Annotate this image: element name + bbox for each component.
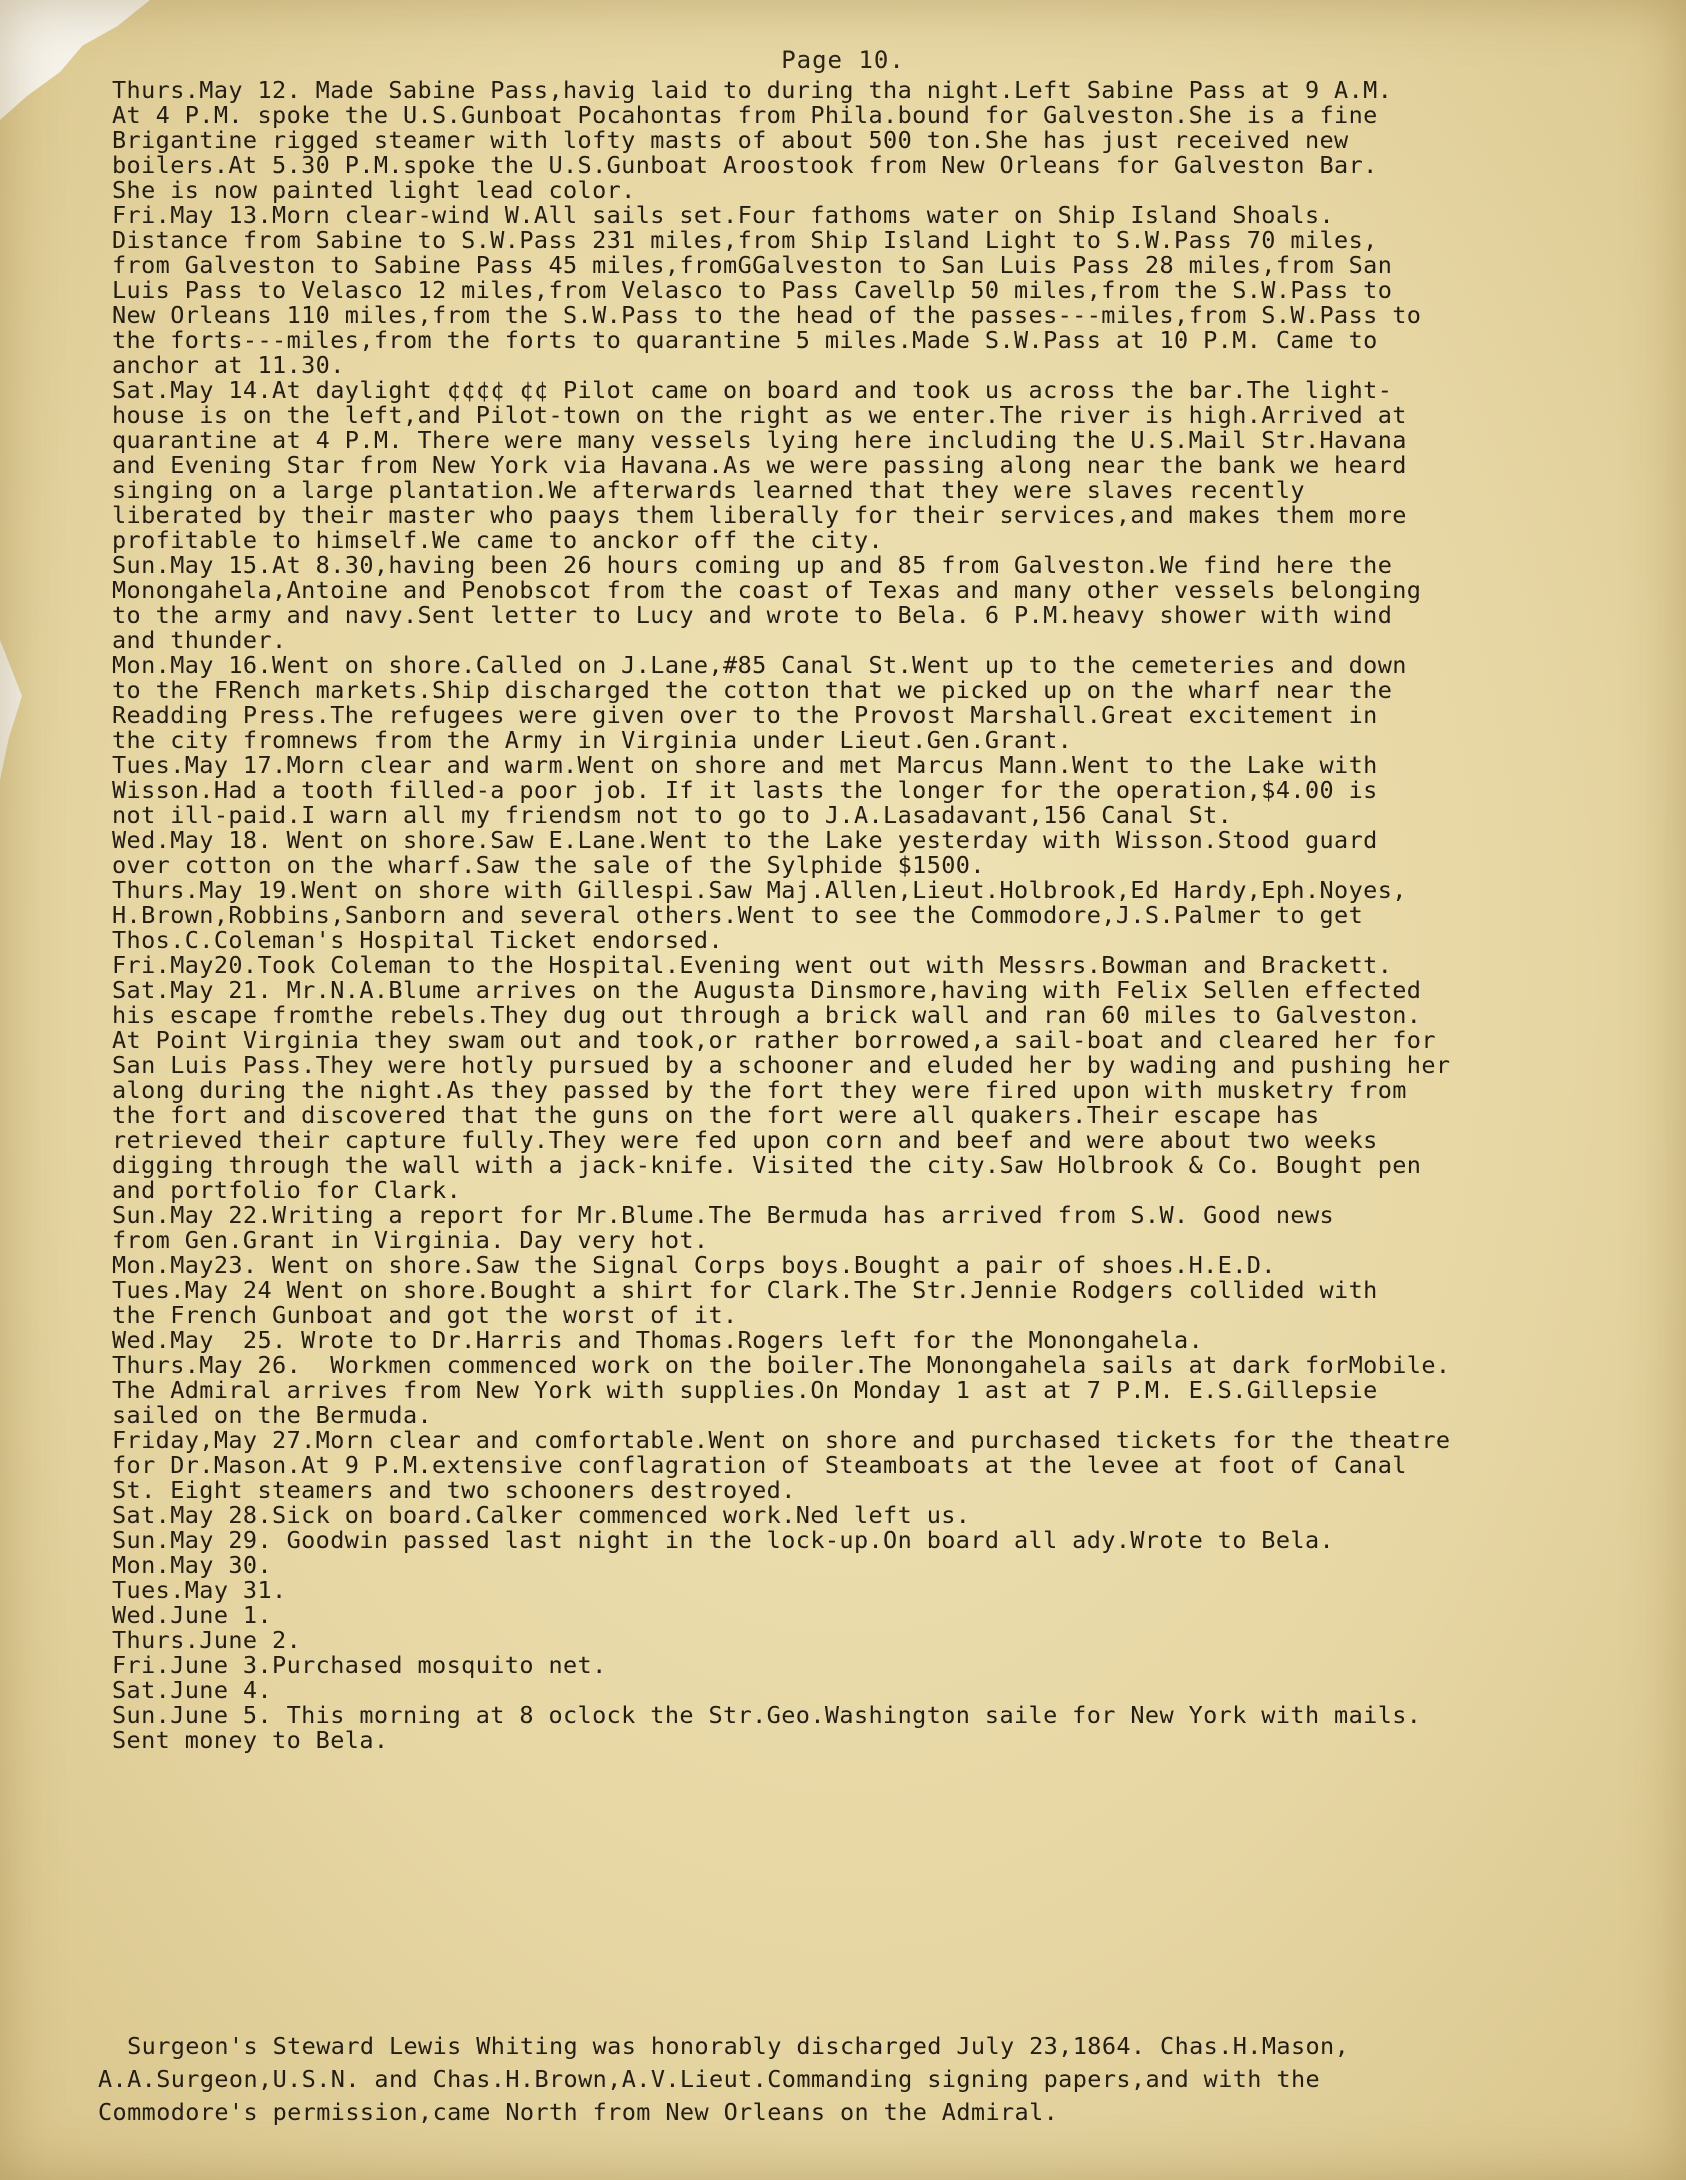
footnote-line: Surgeon's Steward Lewis Whiting was honorably discharged July 23,1864. Chas.H.Mason, (98, 2032, 1350, 2060)
entry-line: Sent money to Bela. (112, 1726, 389, 1754)
footnote-line: A.A.Surgeon,U.S.N. and Chas.H.Brown,A.V.Lieut.Commanding signing papers,and with the (98, 2065, 1321, 2093)
entry-line: for Dr.Mason.At 9 P.M.extensive conflagration of Steamboats at the levee at foot of Canal (112, 1451, 1407, 1479)
entry-line: Readding Press.The refugees were given over to the Provost Marshall.Great excitement in (112, 701, 1378, 729)
entry-line: Luis Pass to Velasco 12 miles,from Velasco to Pass Cavellp 50 miles,from the S.W.Pass to (112, 276, 1393, 304)
entry-line: digging through the wall with a jack-knife. Visited the city.Saw Holbrook & Co. Bought pen (112, 1151, 1422, 1179)
entry-line: Tues.May 24 Went on shore.Bought a shirt for Clark.The Str.Jennie Rodgers collided with (112, 1276, 1378, 1304)
entry-line: Fri.May20.Took Coleman to the Hospital.Evening went out with Messrs.Bowman and Brackett. (112, 951, 1393, 979)
entry-line: She is now painted light lead color. (112, 176, 636, 204)
entry-line: from Gen.Grant in Virginia. Day very hot. (112, 1226, 709, 1254)
entry-line: not ill-paid.I warn all my friendsm not to go to J.A.Lasadavant,156 Canal St. (112, 801, 1233, 829)
entry-line: Wisson.Had a tooth filled-a poor job. If it lasts the longer for the operation,$4.00 is (112, 776, 1378, 804)
entry-line: profitable to himself.We came to anckor off the city. (112, 526, 884, 554)
torn-edge (0, 640, 22, 780)
entry-line: Distance from Sabine to S.W.Pass 231 miles,from Ship Island Light to S.W.Pass 70 miles, (112, 226, 1378, 254)
entry-line: boilers.At 5.30 P.M.spoke the U.S.Gunboat Aroostook from New Orleans for Galveston Bar. (112, 151, 1378, 179)
entry-line: to the FRench markets.Ship discharged the cotton that we picked up on the wharf near the (112, 676, 1393, 704)
entry-line: Sat.May 14.At daylight ¢¢¢¢ ¢¢ Pilot came on board and took us across the bar.The light- (112, 376, 1393, 404)
entry-line: Sat.May 21. Mr.N.A.Blume arrives on the Augusta Dinsmore,having with Felix Sellen effected (112, 976, 1422, 1004)
entry-line: Wed.May 25. Wrote to Dr.Harris and Thomas.Rogers left for the Monongahela. (112, 1326, 1204, 1354)
entry-line: quarantine at 4 P.M. There were many vessels lying here including the U.S.Mail Str.Havana (112, 426, 1407, 454)
entry-line: sailed on the Bermuda. (112, 1401, 433, 1429)
entry-line: H.Brown,Robbins,Sanborn and several others.Went to see the Commodore,J.S.Palmer to get (112, 901, 1364, 929)
entry-line: Thurs.May 12. Made Sabine Pass,havig laid to during tha night.Left Sabine Pass at 9 A.M. (112, 76, 1393, 104)
entry-line: singing on a large plantation.We afterwards learned that they were slaves recently (112, 476, 1305, 504)
entry-line: Mon.May23. Went on shore.Saw the Signal Corps boys.Bought a pair of shoes.H.E.D. (112, 1251, 1276, 1279)
entry-line: retrieved their capture fully.They were fed upon corn and beef and were about two weeks (112, 1126, 1378, 1154)
entry-line: Sat.May 28.Sick on board.Calker commenced work.Ned left us. (112, 1501, 971, 1529)
entry-line: Monongahela,Antoine and Penobscot from the coast of Texas and many other vessels belonging (112, 576, 1422, 604)
entry-line: house is on the left,and Pilot-town on the right as we enter.The river is high.Arrived at (112, 401, 1407, 429)
entry-line: Fri.May 13.Morn clear-wind W.All sails set.Four fathoms water on Ship Island Shoals. (112, 201, 1335, 229)
entry-line: anchor at 11.30. (112, 351, 345, 379)
entry-line: Thurs.May 26. Workmen commenced work on the boiler.The Monongahela sails at dark forMobile. (112, 1351, 1451, 1379)
entry-line: the fort and discovered that the guns on the fort were all quakers.Their escape has (112, 1101, 1320, 1129)
entry-line: from Galveston to Sabine Pass 45 miles,fromGGalveston to San Luis Pass 28 miles,from San (112, 251, 1393, 279)
entry-line: liberated by their master who paays them liberally for their services,and makes them more (112, 501, 1407, 529)
entry-line: Tues.May 31. (112, 1576, 287, 1604)
entry-line: over cotton on the wharf.Saw the sale of the Sylphide $1500. (112, 851, 985, 879)
page-number: Page 10. (781, 46, 905, 74)
entry-line: Sat.June 4. (112, 1676, 273, 1704)
diary-entries (112, 78, 1662, 1753)
entry-line: San Luis Pass.They were hotly pursued by a schooner and eluded her by wading and pushing her (112, 1051, 1451, 1079)
entry-line: and portfolio for Clark. (112, 1176, 462, 1204)
entry-line: and thunder. (112, 626, 287, 654)
entry-line: the forts---miles,from the forts to quarantine 5 miles.Made S.W.Pass at 10 P.M. Came to (112, 326, 1378, 354)
entry-line: his escape fromthe rebels.They dug out through a brick wall and ran 60 miles to Galveston. (112, 1001, 1422, 1029)
entry-line: Sun.May 15.At 8.30,having been 26 hours coming up and 85 from Galveston.We find here the (112, 551, 1393, 579)
entry-line: Mon.May 30. (112, 1551, 273, 1579)
entry-line: New Orleans 110 miles,from the S.W.Pass to the head of the passes---miles,from S.W.Pass to (112, 301, 1422, 329)
entry-line: The Admiral arrives from New York with supplies.On Monday 1 ast at 7 P.M. E.S.Gillepsie (112, 1376, 1378, 1404)
entry-line: Mon.May 16.Went on shore.Called on J.Lane,#85 Canal St.Went up to the cemeteries and down (112, 651, 1407, 679)
entry-line: Friday,May 27.Morn clear and comfortable.Went on shore and purchased tickets for the theatre (112, 1426, 1451, 1454)
entry-line: the French Gunboat and got the worst of it. (112, 1301, 738, 1329)
entry-line: Thurs.June 2. (112, 1626, 302, 1654)
entry-line: Thos.C.Coleman's Hospital Ticket endorsed. (112, 926, 724, 954)
entry-line: and Evening Star from New York via Havana.As we were passing along near the bank we heard (112, 451, 1407, 479)
entry-line: Wed.June 1. (112, 1601, 273, 1629)
entry-line: St. Eight steamers and two schooners destroyed. (112, 1476, 796, 1504)
entry-line: the city fromnews from the Army in Virginia under Lieut.Gen.Grant. (112, 726, 1073, 754)
entry-line: Sun.May 29. Goodwin passed last night in the lock-up.On board all ady.Wrote to Bela. (112, 1526, 1335, 1554)
entry-line: Sun.May 22.Writing a report for Mr.Blume.The Bermuda has arrived from S.W. Good news (112, 1201, 1335, 1229)
entry-line: Fri.June 3.Purchased mosquito net. (112, 1651, 607, 1679)
entry-line: At 4 P.M. spoke the U.S.Gunboat Pocahontas from Phila.bound for Galveston.She is a fine (112, 101, 1378, 129)
entry-line: Brigantine rigged steamer with lofty masts of about 500 ton.She has just received new (112, 126, 1349, 154)
entry-line: At Point Virginia they swam out and took,or rather borrowed,a sail-boat and cleared her for (112, 1026, 1436, 1054)
discharge-note (98, 2030, 1658, 2129)
footnote-line: Commodore's permission,came North from New Orleans on the Admiral. (98, 2098, 1059, 2126)
entry-line: to the army and navy.Sent letter to Lucy and wrote to Bela. 6 P.M.heavy shower with wind (112, 601, 1393, 629)
entry-line: Thurs.May 19.Went on shore with Gillespi.Saw Maj.Allen,Lieut.Holbrook,Ed Hardy,Eph.Noyes, (112, 876, 1407, 904)
entry-line: Tues.May 17.Morn clear and warm.Went on shore and met Marcus Mann.Went to the Lake with (112, 751, 1378, 779)
entry-line: Wed.May 18. Went on shore.Saw E.Lane.Went to the Lake yesterday with Wisson.Stood guard (112, 826, 1378, 854)
entry-line: along during the night.As they passed by the fort they were fired upon with musketry from (112, 1076, 1407, 1104)
entry-line: Sun.June 5. This morning at 8 oclock the Str.Geo.Washington saile for New York with mails. (112, 1701, 1422, 1729)
